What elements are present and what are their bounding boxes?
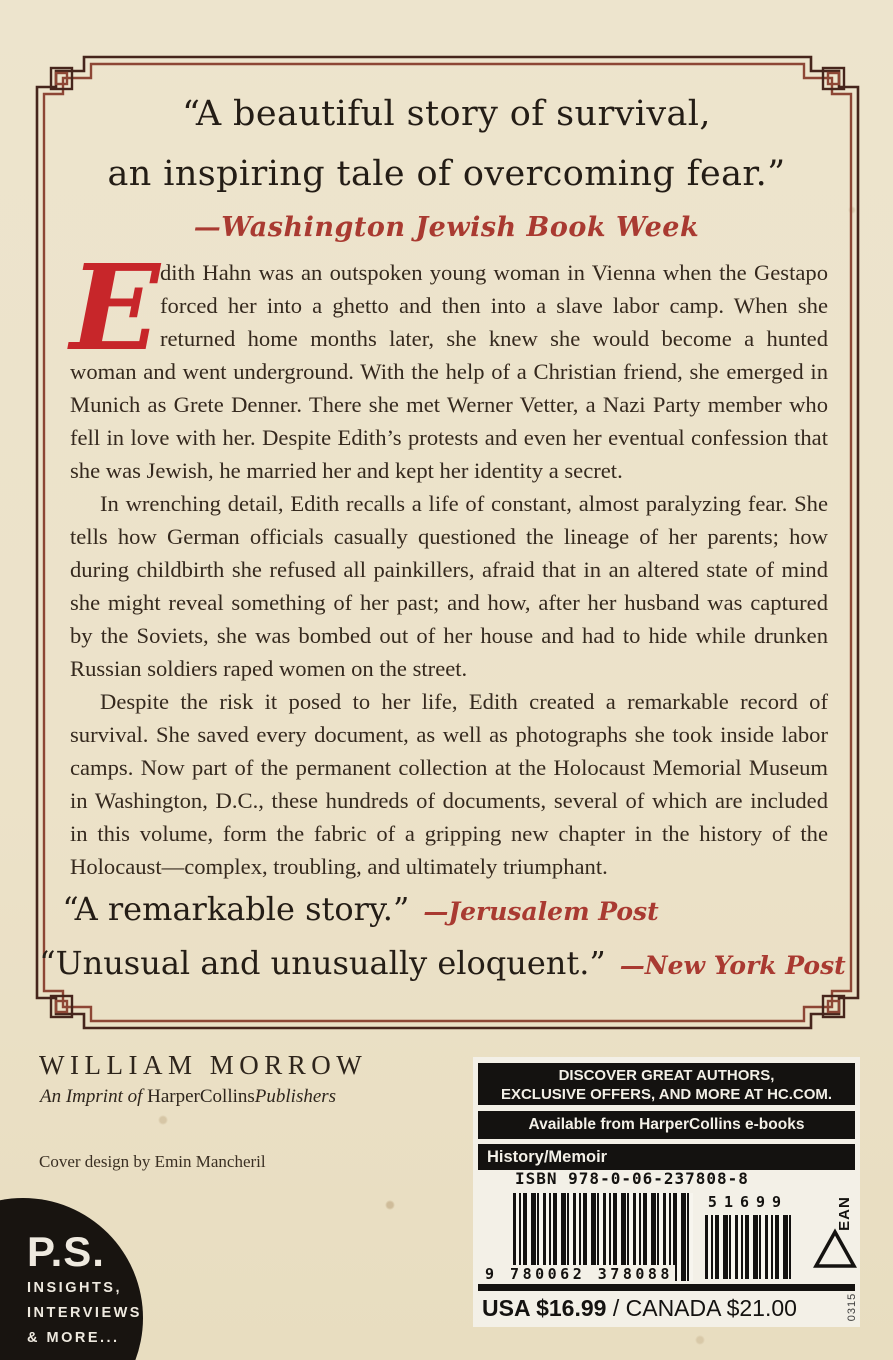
dropcap-letter: E bbox=[70, 238, 160, 377]
barcode-main bbox=[485, 1193, 693, 1283]
retail-barcode-box bbox=[473, 1057, 860, 1327]
headline-quote-attribution: —Washington Jewish Book Week bbox=[193, 212, 700, 243]
ean-label: EAN bbox=[835, 1196, 853, 1231]
print-run-code: 0315 bbox=[845, 1292, 858, 1322]
ps-badge-line3: & MORE... bbox=[27, 1330, 120, 1346]
publisher-name: WILLIAM MORROW bbox=[39, 1050, 368, 1080]
paragraph-3: Despite the risk it posed to her life, Edith created a remarkable record of survival. She saved every document, as well as photographs she took inside labor camps. Now part of the permanent collection at the Holocaust Memorial Museum in Washington, D.C., these hundreds of documents, several of which are included in this volume, form the fabric of a gripping new chapter in the history of the Holocaust—complex, troubling, and ultimately triumphant. bbox=[70, 689, 828, 879]
headline-quote-line2: an inspiring tale of overcoming fear.” bbox=[107, 154, 786, 194]
barcode-main-digits: 9 780062 378088 bbox=[485, 1265, 673, 1283]
headline-quote bbox=[0, 84, 893, 243]
ps-badge-line1: INSIGHTS, bbox=[27, 1280, 123, 1296]
price-divider bbox=[478, 1284, 855, 1291]
paragraph-2: In wrenching detail, Edith recalls a life of constant, almost paralyzing fear. She tells how German officials casually questioned the lineage of her parents; how during childbirth she refused all painkillers, afraid that in an altered state of mind she might reveal something of her past; and how, after her husband was captured by the Soviets, she was bombed out of her house and had to hide while drunken Russian soldiers raped women on the street. bbox=[70, 491, 828, 681]
price-usa: USA $16.99 bbox=[482, 1295, 607, 1321]
imprint-name: HarperCollins bbox=[142, 1086, 255, 1107]
paragraph-1 bbox=[70, 238, 828, 487]
promo-banner-line1: DISCOVER GREAT AUTHORS, bbox=[558, 1067, 775, 1084]
review-quote-2-text: “Unusual and unusually eloquent.” bbox=[39, 944, 606, 982]
review-quote-1-attribution: —Jerusalem Post bbox=[423, 897, 659, 926]
review-quote-1 bbox=[0, 890, 807, 928]
isbn-number: ISBN 978-0-06-237808-8 bbox=[515, 1169, 749, 1188]
imprint-prefix: An Imprint of bbox=[40, 1086, 143, 1107]
promo-banner-line2: EXCLUSIVE OFFERS, AND MORE AT HC.COM. bbox=[500, 1086, 833, 1103]
category-banner: History/Memoir bbox=[478, 1144, 855, 1170]
promo-banner bbox=[478, 1063, 855, 1105]
barcode-price-bars bbox=[705, 1215, 791, 1279]
review-quote-2 bbox=[0, 944, 889, 982]
barcode-price-addon bbox=[705, 1193, 791, 1279]
ean-triangle-icon bbox=[813, 1228, 857, 1270]
ebook-banner: Available from HarperCollins e-books bbox=[478, 1111, 855, 1139]
ps-badge-text bbox=[27, 1228, 142, 1351]
price-canada: / CANADA $21.00 bbox=[606, 1295, 797, 1321]
price-line bbox=[482, 1295, 797, 1322]
ps-badge-line2: INTERVIEWS bbox=[27, 1305, 142, 1321]
headline-quote-line1: “A beautiful story of survival, bbox=[182, 94, 711, 134]
barcode-price-code: 51699 bbox=[707, 1193, 789, 1211]
review-quote-2-attribution: —New York Post bbox=[619, 951, 846, 980]
imprint-suffix: Publishers bbox=[254, 1086, 337, 1107]
review-quote-1-text: “A remarkable story.” bbox=[62, 890, 410, 928]
back-cover-copy bbox=[70, 238, 828, 883]
paragraph-1-text: dith Hahn was an outspoken young woman in Vienna when the Gestapo forced her into a ghetto and then into a slave labor camp. When she returned home months later, she knew she would become a hunted woman and went underground. With the help of a Christian friend, she emerged in Munich as Grete Denner. There she met Werner Vetter, a Nazi Party member who fell in love with her. Despite Edith’s protests and even her eventual confession that she was Jewish, he married her and kept her identity a secret. bbox=[70, 260, 828, 483]
ean-mark bbox=[813, 1195, 857, 1275]
cover-design-credit: Cover design by Emin Mancheril bbox=[39, 1152, 266, 1171]
ps-badge-title: P.S. bbox=[27, 1228, 105, 1275]
publisher-imprint bbox=[40, 1086, 336, 1108]
